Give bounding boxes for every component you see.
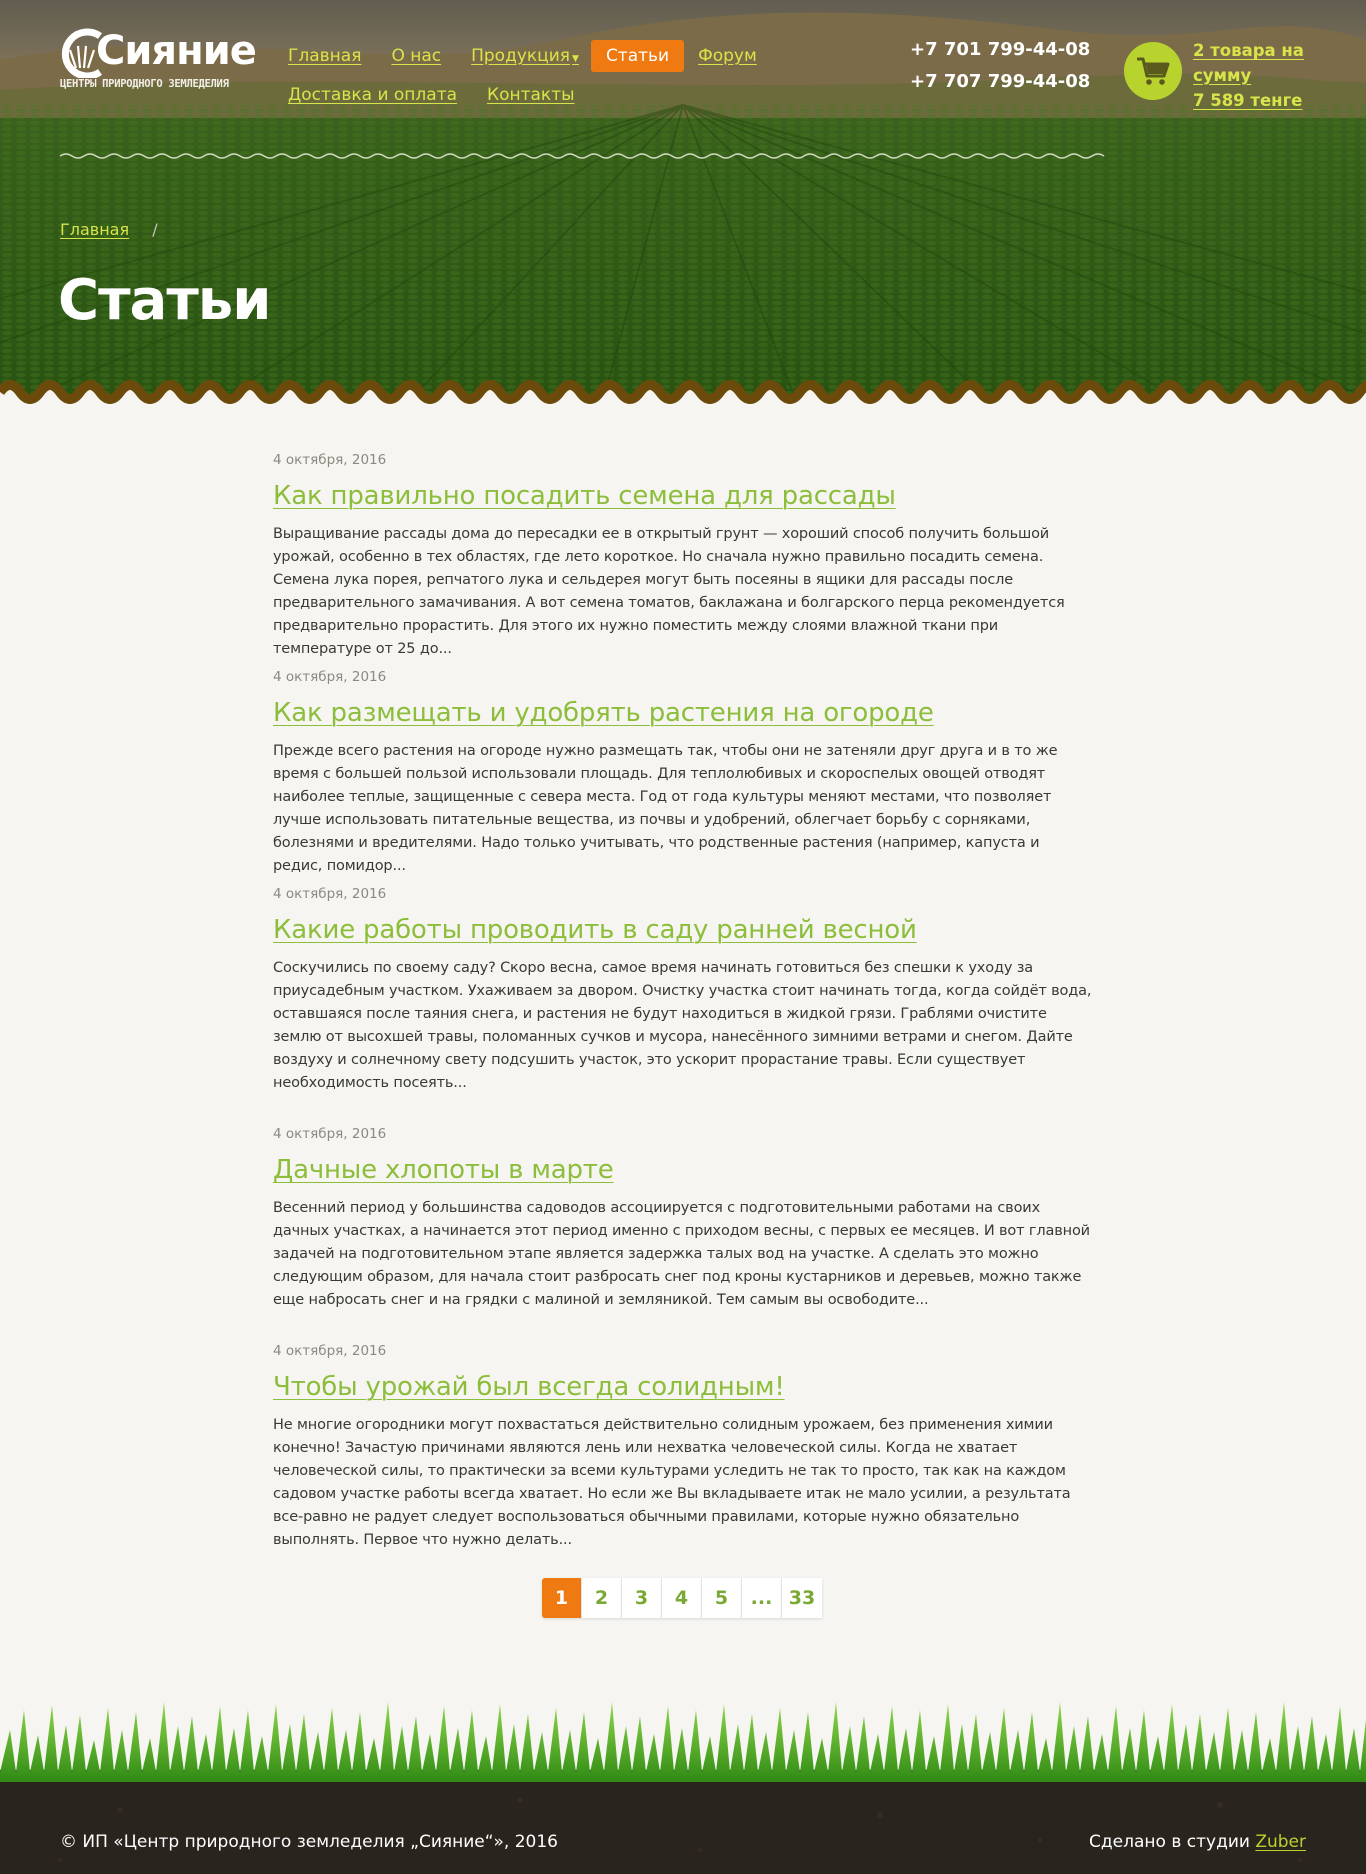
nav-item-contacts[interactable]: Контакты <box>487 85 575 105</box>
footer-made-by-prefix: Сделано в студии <box>1089 1832 1250 1852</box>
pagination-page[interactable]: 3 <box>622 1578 662 1618</box>
article-excerpt: Соскучились по своему саду? Скоро весна, самое время начинать готовиться без спешки к уходу за приусадебным участком. Ухаживаем за двором. Очистку участка стоит начинать тогда, когда сойдёт вода, оставшаяся после таяния снега, и растения не будут находиться в жидкой грязи. Граблями очистите землю от высохшей травы, поломанных сучков и мусора, нанесённого зимними ветрами и снегом. Дайте воздуху и солнечному свету подсушить участок, это ускорит прорастание травы. Если существует необходимость посеять... <box>273 960 1092 1091</box>
pagination-page[interactable]: 4 <box>662 1578 702 1618</box>
studio-link[interactable]: Zuber <box>1255 1832 1306 1852</box>
article-title-link[interactable]: Как размещать и удобрять растения на огороде <box>273 698 934 728</box>
nav-item-articles[interactable]: Статьи <box>591 40 684 72</box>
cart-line-3: 7 589 тенге <box>1193 91 1303 110</box>
article-item <box>273 452 1093 661</box>
article-date: 4 октября, 2016 <box>273 669 387 685</box>
breadcrumb <box>60 220 158 239</box>
main-nav <box>288 40 758 111</box>
pagination-page-current[interactable]: 1 <box>542 1578 582 1618</box>
cart-summary-link[interactable] <box>1193 38 1313 113</box>
shopping-cart-icon <box>1136 56 1170 86</box>
logo-tagline: ЦЕНТРЫ ПРИРОДНОГО ЗЕМЛЕДЕЛИЯ <box>60 78 229 90</box>
nav-row-1 <box>288 40 758 72</box>
site-logo[interactable] <box>60 26 256 96</box>
article-item <box>273 669 1093 878</box>
article-excerpt: Прежде всего растения на огороде нужно размещать так, чтобы они не затеняли друг друга и в то же время с большей пользой использовали площадь. Для теплолюбивых и скороспелых овощей отводят наиболее теплые, защищенные с севера места. Год от года культуры меняют местами, что позволяет лучше использовать питательные вещества, из почвы и удобрений, облегчает борьбу с сорняками, болезнями и вредителями. Надо только учитывать, что родственные растения (например, капуста и редис, помидор... <box>273 743 1058 874</box>
article-excerpt: Весенний период у большинства садоводов ассоциируется с подготовительными работами на своих дачных участках, а начинается этот период именно с приходом весны, с первых ее месяцев. И вот главной задачей на подготовительном этапе является задержка талых вод на участке. А сделать это можно следующим образом, для начала стоит разбросать снег под кроны кустарников и деревьев, можно также еще набросать снег и на грядки с малиной и земляникой. Тем самым вы освободите... <box>273 1200 1090 1308</box>
phone-number-2[interactable]: +7 707 799-44-08 <box>910 71 1091 92</box>
pagination-page[interactable]: 5 <box>702 1578 742 1618</box>
nav-item-delivery[interactable]: Доставка и оплата <box>288 85 458 105</box>
article-excerpt: Выращивание рассады дома до пересадки ее в открытый грунт — хороший способ получить большой урожай, особенно в тех областях, где лето короткое. Но сначала нужно правильно посадить семена. Семена лука порея, репчатого лука и сельдерея могут быть посеяны в ящики для рассады после предварительного замачивания. А вот семена томатов, баклажана и болгарского перца рекомендуется предварительно прорастить. Для этого их нужно поместить между слоями влажной ткани при температуре от 25 до... <box>273 526 1065 657</box>
cart-icon[interactable] <box>1124 42 1182 100</box>
cart-line-1: 2 товара на <box>1193 41 1304 60</box>
footer-copyright: © ИП «Центр природного земледелия „Сияние“», 2016 <box>60 1832 558 1852</box>
article-date: 4 октября, 2016 <box>273 1126 387 1142</box>
article-title-link[interactable]: Чтобы урожай был всегда солидным! <box>273 1372 785 1402</box>
site-footer <box>0 1690 1366 1874</box>
breadcrumb-separator: / <box>152 220 158 239</box>
pagination-page-last[interactable]: 33 <box>782 1578 822 1618</box>
article-date: 4 октября, 2016 <box>273 1343 387 1359</box>
nav-item-home[interactable]: Главная <box>288 46 362 66</box>
page-title: Статьи <box>58 268 271 333</box>
article-excerpt: Не многие огородники могут похвастаться действительно солидным урожаем, без применения химии конечно! Зачастую причинами являются лень или нехватка человеческой силы. Когда не хватает человеческой силы, то практически за всеми культурами уследить не так то просто, так как на каждом садовом участке работы всегда хватает. Но если же Вы вкладываете итак не мало усилии, а результата все-равно не радует следует воспользоваться обычными правилами, которые нужно обязательно выполнять. Первое что нужно делать... <box>273 1417 1071 1548</box>
article-title-link[interactable]: Дачные хлопоты в марте <box>273 1155 614 1185</box>
phone-list <box>910 34 1090 98</box>
footer-made-by <box>1089 1832 1306 1852</box>
nav-row-2 <box>288 79 758 111</box>
article-date: 4 октября, 2016 <box>273 886 387 902</box>
article-item <box>273 1343 1093 1552</box>
breadcrumb-home[interactable]: Главная <box>60 220 130 239</box>
cart-line-2: сумму <box>1193 66 1252 85</box>
hero-header <box>0 0 1366 412</box>
pagination-ellipsis: ... <box>742 1578 782 1618</box>
nav-item-forum[interactable]: Форум <box>698 46 757 66</box>
article-item <box>273 886 1093 1095</box>
pagination <box>542 1578 822 1618</box>
nav-item-products[interactable] <box>471 46 579 66</box>
nav-item-about[interactable]: О нас <box>391 46 442 66</box>
article-title-link[interactable]: Как правильно посадить семена для рассады <box>273 481 896 511</box>
phone-number-1[interactable]: +7 701 799-44-08 <box>910 39 1091 60</box>
logo-name: Сияние <box>96 28 256 74</box>
article-title-link[interactable]: Какие работы проводить в саду ранней весной <box>273 915 917 945</box>
article-item <box>273 1126 1093 1312</box>
nav-item-products-label: Продукция <box>471 46 571 66</box>
pagination-page[interactable]: 2 <box>582 1578 622 1618</box>
article-date: 4 октября, 2016 <box>273 452 387 468</box>
caret-down-icon: ▼ <box>572 54 579 64</box>
